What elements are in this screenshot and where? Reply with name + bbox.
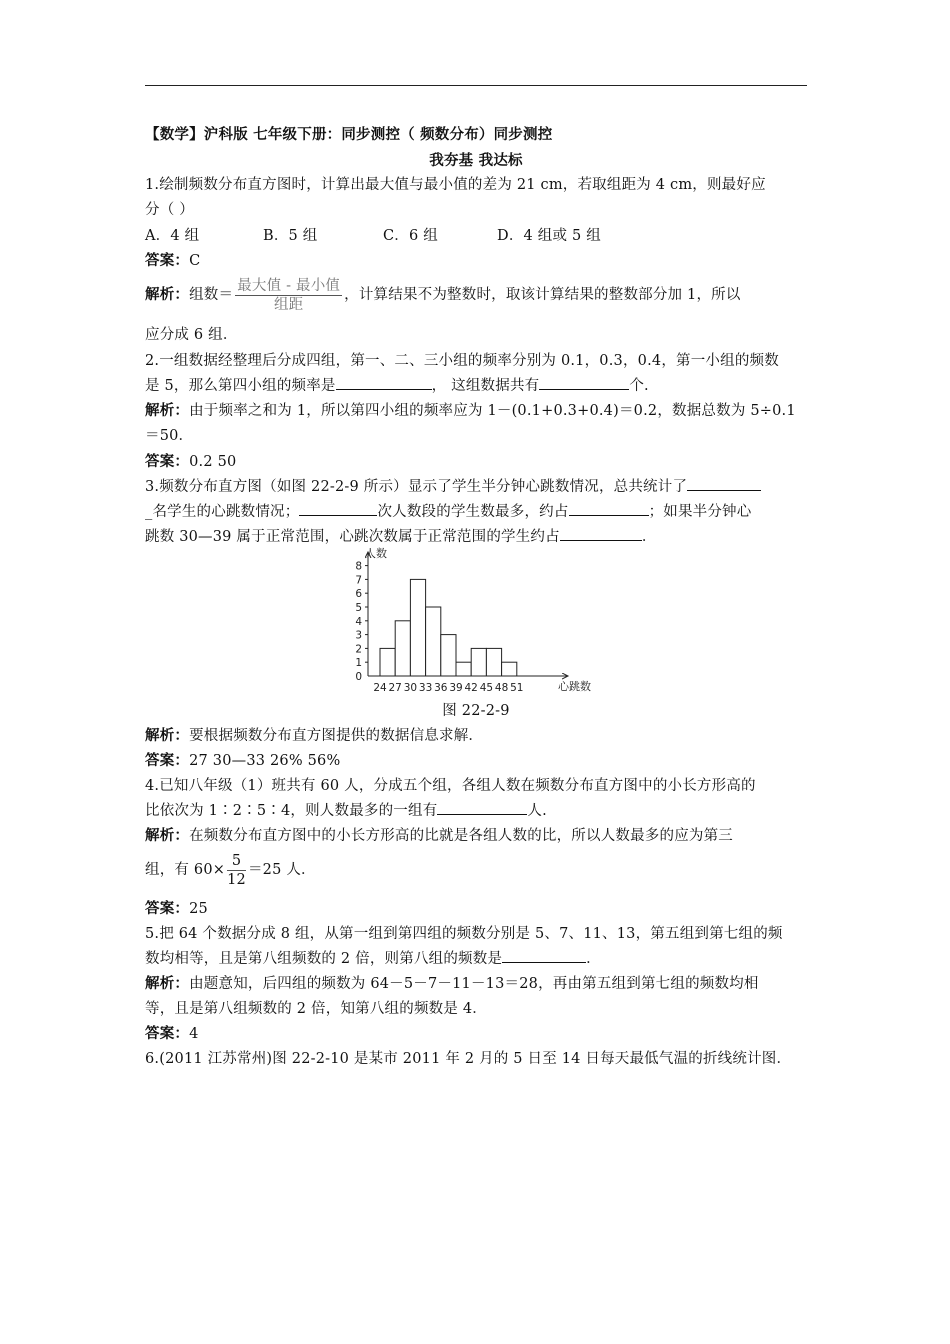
y-tick-label: 3 [355,629,362,642]
q1-analysis-post: ，计算结果不为整数时，取该计算结果的整数部分加 1，所以 [344,287,741,303]
histogram-bar [426,607,441,676]
histogram-bar [441,635,456,676]
y-axis-label: 人数 [365,547,387,560]
q1-option-c: C．6 组 [383,228,438,244]
heart-rate-histogram [340,546,610,696]
q4-fraction-denominator: 12 [227,871,246,888]
x-tick-label: 36 [434,682,448,694]
q2-analysis-line2: ＝50． [145,428,194,444]
analysis-label: 解析： [145,402,190,419]
x-tick-label: 51 [510,682,524,694]
q3-answer-value: 27 30—33 26% 56% [189,753,341,769]
answer-label: 答案： [145,900,190,917]
q3-blank-2[interactable] [299,501,377,516]
q4-line2 [145,800,807,822]
analysis-label: 解析： [145,827,190,844]
y-tick-label: 2 [355,643,362,656]
histogram-bar [395,621,410,676]
analysis-label: 解析： [145,727,190,744]
q2-answer-value: 0.2 50 [189,454,237,470]
q1-options [145,225,807,247]
q5-line2-b: ． [586,951,601,967]
q5-line2 [145,948,807,970]
q2-line2 [145,375,807,397]
q4-line1: 4.已知八年级（1）班共有 60 人，分成五个组，各组人数在频数分布直方图中的小长方形高的 [145,778,756,794]
x-axis-label: 心跳数 [558,680,591,693]
x-tick-label: 48 [494,682,509,694]
histogram-bar [380,648,395,676]
q5-analysis [145,973,807,995]
q2-line2-b: ， 这组数据共有 [431,378,540,394]
q3-analysis [145,725,807,747]
x-tick-label: 27 [388,682,402,694]
q3-line2-a: _名学生的心跳数情况； [145,504,300,520]
q4-analysis-post: ＝25 人． [247,862,316,878]
q1-answer-value: C [189,253,201,269]
figure-caption: 图 22-2-9 [442,703,510,719]
q4-analysis-pre: 组，有 60× [145,862,226,878]
q1-fraction [235,277,342,314]
q6-line1: 6.(2011 江苏常州)图 22-2-10 是某市 2011 年 2 月的 5 日至 14 日每天最低气温的折线统计图． [145,1051,792,1067]
q3-analysis-text: 要根据频数分布直方图提供的数据信息求解． [189,728,484,744]
y-tick-label: 6 [355,588,362,601]
chart-bars [380,579,517,676]
q2-line2-c: 个. [629,378,649,394]
q3-line1-text: 3.频数分布直方图（如图 22-2-9 所示）显示了学生半分钟心跳数情况，总共统计了 [145,479,688,495]
q3-blank-1[interactable] [687,476,761,491]
q4-analysis-line2 [145,850,807,890]
q1-line1: 1.绘制频数分布直方图时，计算出最大值与最小值的差为 21 cm，若取组距为 4 cm，则最好应 [145,177,766,193]
answer-label: 答案： [145,453,190,470]
answer-label: 答案： [145,252,190,269]
histogram-bar [502,662,517,676]
q2-analysis [145,400,807,422]
q4-blank-1[interactable] [437,800,527,815]
q2-line2-a: 是 5，那么第四小组的频率是 [145,378,336,394]
q3-blank-3[interactable] [569,501,649,516]
q5-blank-1[interactable] [502,948,586,963]
q4-line2-b: 人. [527,803,547,819]
q4-analysis [145,825,807,847]
chart-x-ticks [373,682,523,694]
q3-line2-b: 次人数段的学生数最多，约占 [377,504,569,520]
q4-answer-value: 25 [189,901,208,917]
q1-fraction-numerator: 最大值 - 最小值 [237,277,341,294]
y-tick-label: 5 [355,602,362,614]
q3-line3 [145,526,807,548]
q2-line1: 2.一组数据经整理后分成四组，第一、二、三小组的频率分别为 0.1，0.3，0.4，第一小组的频数 [145,353,779,369]
q5-line2-a: 数均相等，且是第八组频数的 2 倍，则第八组的频数是 [145,951,503,967]
q1-option-d: D．4 组或 5 组 [497,228,601,244]
q4-fraction-numerator: 5 [227,852,246,871]
y-tick-label: 8 [355,560,362,573]
q1-fraction-denominator: 组距 [273,296,304,313]
q4-answer [145,898,807,920]
histogram-bar [410,579,425,676]
q2-blank-1[interactable] [336,375,432,390]
q4-fraction [227,852,246,889]
y-tick-label: 4 [355,615,362,628]
q3-line3-b: ． [641,529,657,545]
analysis-label: 解析： [145,286,190,303]
page-title: 【数学】沪科版 七年级下册：同步测控（ 频数分布）同步测控 [145,126,553,143]
q2-blank-2[interactable] [539,375,629,390]
q3-line2 [145,501,807,523]
q3-answer [145,750,807,772]
q5-answer [145,1023,807,1045]
q1-analysis-pre: 组数＝ [189,287,234,303]
q3-line2-c: ；如果半分钟心 [648,504,752,520]
answer-label: 答案： [145,752,190,769]
histogram-bar [456,662,471,676]
answer-label: 答案： [145,1025,190,1042]
histogram-bar [471,648,486,676]
q2-analysis-line1: 由于频率之和为 1，所以第四小组的频率应为 1－(0.1+0.3+0.4)＝0.2，数据总数为 5÷0.1 [189,403,796,419]
y-tick-label: 7 [355,574,362,587]
q5-line1: 5.把 64 个数据分成 8 组，从第一组到第四组的频数分别是 5、7、11、13，第五组到第七组的频 [145,926,783,942]
y-tick-label: 0 [355,671,362,683]
q1-analysis [145,275,807,315]
q1-analysis-line2: 应分成 6 组． [145,327,238,343]
q1-line2: 分（ ） [145,202,194,218]
q1-option-a: A．4 组 [145,228,200,244]
q1-answer [145,250,807,272]
chart-y-ticks [355,561,368,683]
q1-option-b: B．5 组 [263,228,318,244]
analysis-label: 解析： [145,975,190,992]
x-tick-label: 24 [373,682,387,694]
q3-line1 [145,476,807,498]
x-tick-label: 45 [479,682,494,694]
q4-analysis-line1: 在频数分布直方图中的小长方形高的比就是各组人数的比，所以人数最多的应为第三 [189,828,734,844]
y-tick-label: 1 [355,657,362,670]
section-subtitle: 我夯基 我达标 [429,152,523,169]
x-tick-label: 33 [418,682,433,694]
x-tick-label: 42 [464,682,478,694]
header-rule [145,85,807,86]
q5-analysis-line2: 等，且是第八组频数的 2 倍，知第八组的频数是 4． [145,1001,487,1017]
q2-answer [145,451,807,473]
q3-line3-a: 跳数 30—39 属于正常范围，心跳次数属于正常范围的学生约占 [145,529,560,545]
q5-answer-value: 4 [189,1026,199,1042]
x-tick-label: 30 [403,682,418,694]
x-tick-label: 39 [449,682,463,694]
q4-line2-a: 比依次为 1∶2∶5∶4，则人数最多的一组有 [145,803,438,819]
histogram-bar [486,648,501,676]
q5-analysis-line1: 由题意知，后四组的频数为 64－5－7－11－13＝28，再由第五组到第七组的频数均相 [189,976,759,992]
q3-blank-4[interactable] [560,526,642,541]
